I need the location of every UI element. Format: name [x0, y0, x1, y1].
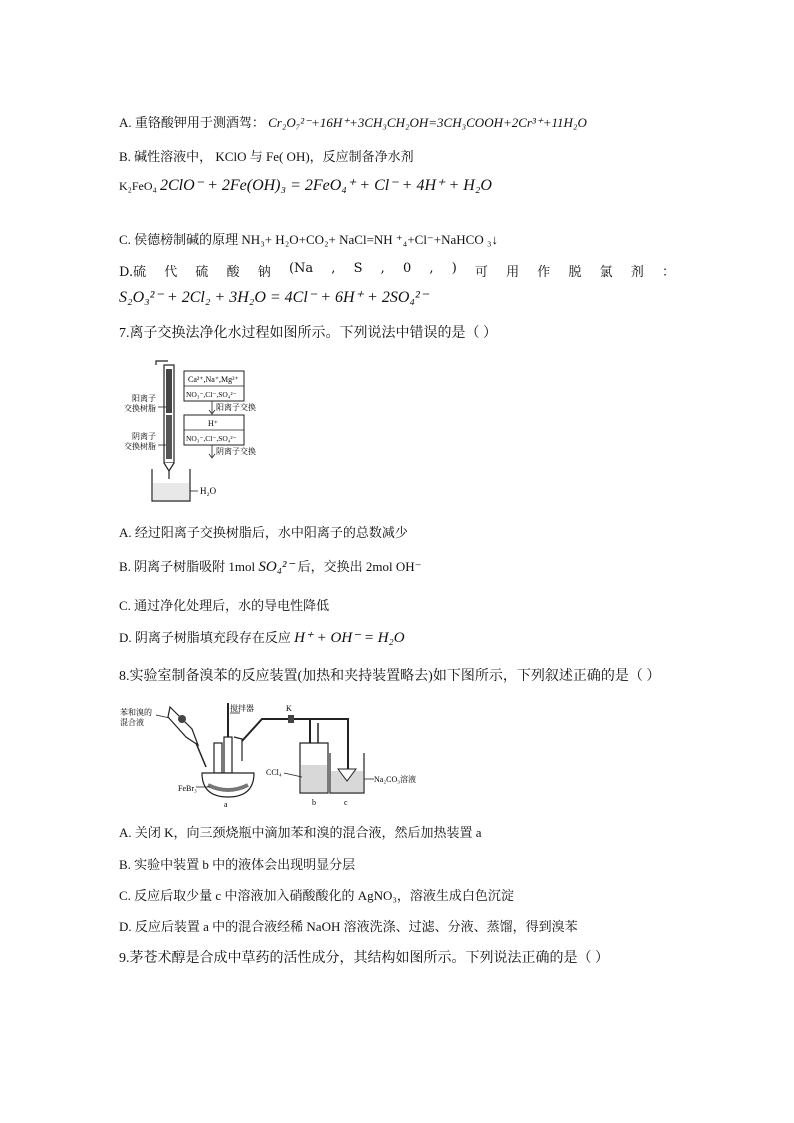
q6-option-b: B. 碱性溶液中， KClO 与 Fe( OH)，反应制备净水剂: [119, 149, 414, 164]
q7-stem: 7.离子交换法净化水过程如图所示。下列说法中错误的是（ ）: [119, 326, 497, 341]
catalyst-label: FeBr₃: [178, 784, 197, 793]
q7-option-b-ion: SO₄²⁻: [258, 559, 295, 575]
q6-d-char: ): [451, 261, 457, 276]
q8-option-d: D. 反应后装置 a 中的混合液经稀 NaOH 溶液洗涤、过滤、分液、蒸馏，得到溴苯: [119, 919, 578, 934]
box2-cation: H⁺: [208, 419, 218, 428]
q6-d-char: 0: [402, 261, 412, 276]
cation-resin-label-2: 交换树脂: [124, 404, 156, 413]
q6-option-c: C. 侯德榜制碱的原理 NH₃+ H₂O+CO₂+ NaCl=NH ⁺₄+Cl⁻+NaHCO ₃↓: [119, 232, 499, 247]
funnel-label-2: 混合液: [120, 718, 144, 727]
q7-option-d-equation: H⁺ + OH⁻ = H₂O: [294, 630, 405, 646]
ion-exchange-figure: [120, 357, 280, 507]
q9-stem: 9.茅苍术醇是合成中草药的活性成分，其结构如图所示。下列说法正确的是（ ）: [119, 951, 609, 966]
device-a-label: a: [224, 800, 228, 809]
dropping-funnel: [168, 707, 198, 745]
q7-option-b-post: 后，交换出 2mol OH⁻: [297, 559, 422, 574]
sodium-carbonate-label: Na₂CO₃溶液: [374, 775, 417, 784]
step-anion-exchange: 阴离子交换: [216, 447, 256, 456]
water-label: H₂O: [200, 486, 217, 496]
box1-anions: NO₃⁻,Cl⁻,SO₄²⁻: [186, 390, 237, 399]
q6-d-char: (Na: [288, 261, 314, 276]
stirrer-label: 搅拌器: [230, 704, 254, 713]
q6-option-b-prefix: K₂FeO₄: [119, 179, 157, 193]
q6-d-char: ,: [380, 261, 385, 276]
q6-d-char: 作: [537, 265, 551, 280]
anion-resin-label-2: 交换树脂: [124, 442, 156, 451]
q6-option-a: [119, 112, 587, 131]
q7-option-b-pre: B. 阴离子树脂吸附 1mol: [119, 559, 256, 574]
q6-d-char: D.硫: [119, 265, 147, 280]
anion-resin-label-1: 阴离子: [132, 432, 156, 441]
q6-d-char: 剂: [630, 265, 644, 280]
q6-option-b-equation: 2ClO⁻ + 2Fe(OH)₃ = 2FeO₄⁺ + Cl⁻ + 4H⁺ + H₂O: [159, 177, 492, 194]
q6-option-a-label: A. 重铬酸钾用于测酒驾：: [119, 115, 265, 130]
q7-option-d: [119, 627, 405, 647]
q6-d-char: 可: [474, 265, 488, 280]
q6-d-char: 脱: [568, 265, 582, 280]
bromobenzene-apparatus-figure: [118, 697, 438, 809]
q6-d-char: 代: [164, 265, 178, 280]
cation-resin-label-1: 阳离子: [132, 394, 156, 403]
q7-option-a: A. 经过阳离子交换树脂后，水中阳离子的总数减少: [119, 525, 408, 540]
step-cation-exchange: 阳离子交换: [216, 403, 256, 412]
device-c-label: c: [344, 798, 348, 807]
q8-option-a: A. 关闭 K，向三颈烧瓶中滴加苯和溴的混合液，然后加热装置 a: [119, 825, 482, 840]
q7-option-b: [119, 556, 422, 576]
valve-k: [288, 715, 294, 723]
funnel-label-1: 苯和溴的: [120, 708, 152, 717]
q8-stem: 8.实验室制备溴苯的反应装置(加热和夹持装置略去)如下图所示，下列叙述正确的是（ ）: [119, 669, 661, 684]
box1-cations: Ca²⁺,Na⁺,Mg²⁺: [188, 375, 239, 384]
q8-option-c: C. 反应后取少量 c 中溶液加入硝酸酸化的 AgNO₃，溶液生成白色沉淀: [119, 888, 514, 903]
q6-option-a-equation: Cr₂O₇²⁻+16H⁺+3CH₃CH₂OH=3CH₃COOH+2Cr³⁺+11H₂O: [268, 115, 587, 130]
device-b-label: b: [312, 798, 316, 807]
q6-d-char: ,: [429, 261, 434, 276]
q6-d-char: 钠: [257, 265, 271, 280]
box2-anions: NO₃⁻,Cl⁻,SO₄²⁻: [186, 434, 237, 443]
q6-d-char: ,: [331, 261, 336, 276]
q6-d-char: 酸: [226, 265, 240, 280]
q6-option-d-equation: S₂O₃²⁻ + 2Cl₂ + 3H₂O = 4Cl⁻ + 6H⁺ + 2SO₄²⁻: [119, 289, 429, 306]
ccl4-label: CCl₄: [266, 768, 282, 777]
q6-d-char: 氯: [599, 265, 613, 280]
q8-option-b: B. 实验中装置 b 中的液体会出现明显分层: [119, 857, 356, 872]
q6-option-d: [119, 261, 675, 280]
q7-option-c: C. 通过净化处理后，水的导电性降低: [119, 598, 330, 613]
q6-d-char: S: [353, 261, 363, 276]
q6-d-char: 用: [506, 265, 520, 280]
q6-d-char: 硫: [195, 265, 209, 280]
valve-label: K: [286, 704, 292, 713]
anion-resin-fill: [166, 415, 172, 459]
cation-resin-fill: [166, 369, 172, 413]
q7-option-d-pre: D. 阴离子树脂填充段存在反应: [119, 630, 291, 645]
q6-option-b-equation-line: [119, 175, 492, 195]
q6-d-char: ：: [661, 265, 675, 280]
